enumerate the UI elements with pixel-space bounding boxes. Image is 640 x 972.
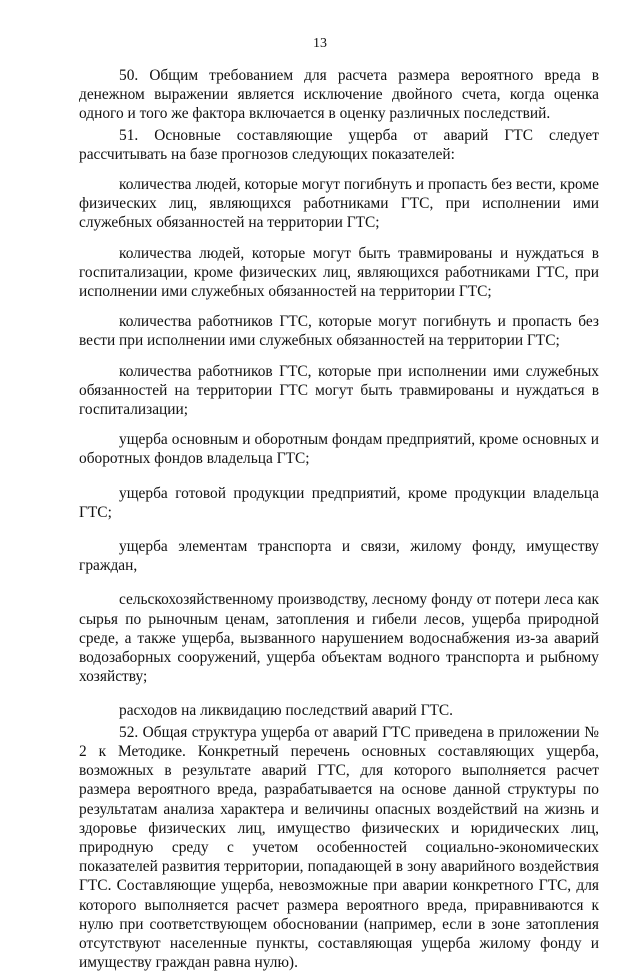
list-item-liquidation-costs: расходов на ликвидацию последствий аварий ГТС. xyxy=(119,702,454,720)
list-item-worker-injured: количества работников ГТС, которые при исполнении ими служебных обязанностей на территории ГТС могут быть травмированы и нуждаться в госпитализации; xyxy=(79,362,599,419)
paragraph-50: 50. Общим требованием для расчета размера вероятного вреда в денежном выражении является исключение двойного счета, когда оценка одного и того же фактора включается в оценку различных последствий. xyxy=(79,67,599,123)
list-item-worker-fatalities: количества работников ГТС, которые могут погибнуть и пропасть без вести при исполнении ими служебных обязанностей на территории ГТС; xyxy=(79,313,599,350)
list-item-agriculture-forestry: сельскохозяйственному производству, лесному фонду от потери леса как сырья по рыночным ценам, затопления и гибели лесов, ущерба природной среде, а также ущерба, вызванного нарушением водоснабжения из-за аварий водозаборных сооружений, ущерба объектам водного транспорта и рыбному хозяйству; xyxy=(79,591,599,686)
page-number: 13 xyxy=(313,36,327,51)
paragraph-51: 51. Основные составляющие ущерба от аварий ГТС следует рассчитывать на базе прогнозов следующих показателей: xyxy=(79,126,599,163)
paragraph-52: 52. Общая структура ущерба от аварий ГТС приведена в приложении № 2 к Методике. Конкретный перечень основных составляющих ущерба, возможных в результате аварий ГТС, для которого выполняется расчет размера вероятного вреда, разрабатывается на основе данной структуры по результатам анализа характера и величины опасных воздействий на жизнь и здоровье физических лиц, имущество физических и юридических лиц, природную среду с учетом особенностей социально-экономических показателей развития территории, попадающей в зону аварийного воздействия ГТС. Составляющие ущерба, невозможные при аварии конкретного ГТС, для которого выполняется расчет размера вероятного вреда, приравниваются к нулю при соответствующем обосновании (например, если в зоне затопления отсутствуют населенные пункты, составляющая ущерба жилому фонду и имуществу граждан равна нулю). xyxy=(79,723,599,972)
document-body xyxy=(79,66,599,972)
list-item-transport-housing: ущерба элементам транспорта и связи, жилому фонду, имуществу граждан, xyxy=(79,538,599,575)
list-item-fatalities: количества людей, которые могут погибнуть и пропасть без вести, кроме физических лиц, являющихся работниками ГТС, при исполнении ими служебных обязанностей на территории ГТС; xyxy=(79,176,599,232)
list-item-injured: количества людей, которые могут быть травмированы и нуждаться в госпитализации, кроме физических лиц, являющихся работниками ГТС, при исполнении ими служебных обязанностей на территории ГТС; xyxy=(79,244,599,301)
list-item-finished-products: ущерба готовой продукции предприятий, кроме продукции владельца ГТС; xyxy=(79,484,599,521)
list-item-fixed-assets: ущерба основным и оборотным фондам предприятий, кроме основных и оборотных фондов владельца ГТС; xyxy=(79,431,599,468)
